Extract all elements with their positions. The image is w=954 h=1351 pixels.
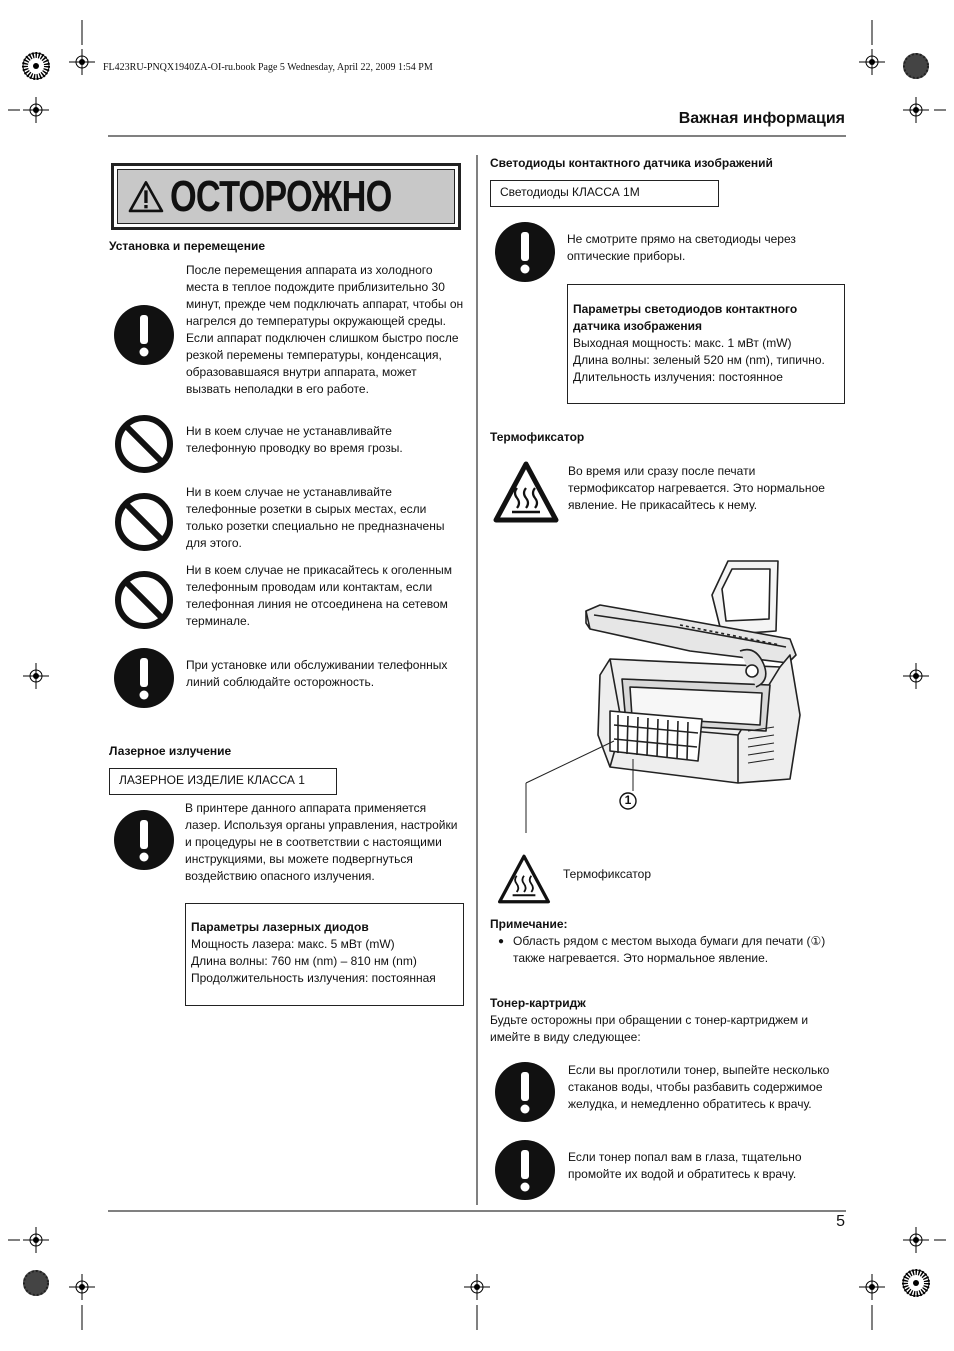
warning-triangle-icon [128,172,164,222]
caution-text: ОСТОРОЖНО [169,171,392,221]
exclamation-icon [495,1062,555,1122]
led-heading: Светодиоды контактного датчика изображений [490,156,773,170]
laser-class-box: ЛАЗЕРНОЕ ИЗДЕЛИЕ КЛАССА 1 [109,768,337,795]
install-item-text-4: При установке или обслуживании телефонных линий соблюдайте осторожность. [186,658,448,689]
led-params-line: Длина волны: зеленый 520 нм (nm), типично. [573,353,825,367]
prohibition-icon [114,570,174,630]
install-item-icon-4 [114,648,174,713]
caution-banner [111,163,461,230]
laser-text: В принтере данного аппарата применяется лазер. Используя органы управления, настройки и процедуры не в соответствии с настоящими инструкциями, вы можете подвергнуться воздействию опасного излучения. [185,801,458,883]
crop-mark-icon [69,1274,95,1300]
exclamation-icon [114,810,174,870]
crop-mark-icon [903,1270,929,1296]
laser-params-line: Мощность лазера: макс. 5 мВт (mW) [191,937,395,951]
install-item-text-1: Ни в коем случае не устанавливайте телефонную проводку во время грозы. [186,424,403,455]
laser-params-line: Продолжительность излучения: постоянная [191,971,436,985]
book-info: FL423RU-PNQX1940ZA-OI-ru.book Page 5 Wednesday, April 22, 2009 1:54 PM [103,62,433,73]
fuser-heading: Термофиксатор [490,430,585,444]
crop-mark-icon [23,1270,49,1296]
toner-heading: Тонер-картридж [490,996,586,1010]
install-item-text-2: Ни в коем случае не устанавливайте телефонные розетки в сырых местах, если только розетки специально не предназначены для этого. [186,485,445,550]
install-item-icon-0 [114,305,174,370]
install-item-icon-2 [114,492,174,557]
crop-mark-icon [859,1274,885,1300]
install-item-icon-3 [114,570,174,635]
fuser-caption-icon-box [496,853,552,910]
note-heading: Примечание: [490,917,568,931]
led-params-line: Длительность излучения: постоянное [573,370,783,384]
note-text: Область рядом с местом выхода бумаги для печати (①) также нагревается. Это нормальное явление. [513,934,826,965]
hot-surface-icon [492,460,560,524]
install-heading: Установка и перемещение [109,239,266,253]
led-params-title: Параметры светодиодов контактного датчика изображения [573,302,798,333]
toner-intro: Будьте осторожны при обращении с тонер-картриджем и имейте в виду следующее: [490,1013,809,1044]
led-icon [495,222,555,287]
install-item-text-0: После перемещения аппарата из холодного места в теплое подождите приблизительно 30 минут, прежде чем подключать аппарат, чтобы он нагрелся до температуры окружающей среды. Если аппарат подключен слишком быстро после резкой перемены температуры, конденсация, образовавшаяся внутри аппарата, может вызвать неполадки в его работе. [186,263,464,396]
crop-mark-icon [859,49,885,75]
exclamation-icon [114,305,174,365]
hot-surface-icon [496,853,552,905]
led-params-box [567,284,845,404]
exclamation-icon [495,1140,555,1200]
crop-mark-icon [903,1227,929,1253]
exclamation-icon [114,648,174,708]
laser-params-title: Параметры лазерных диодов [191,920,369,934]
crop-mark-icon [23,53,49,79]
crop-mark-icon [23,663,49,689]
laser-params-line: Длина волны: 760 нм (nm) – 810 нм (nm) [191,954,417,968]
led-class-box: Светодиоды КЛАССА 1M [490,180,719,207]
callout-number: 1 [624,793,632,807]
crop-mark-icon [23,1227,49,1253]
laser-icon [114,810,174,875]
exclamation-icon [495,222,555,282]
install-item-text-3: Ни в коем случае не прикасайтесь к оголенным телефонным проводам или контактам, если телефонная линия не отсоединена на сетевом терминале. [186,563,452,628]
laser-params-box [185,903,464,1006]
note-bullet: ● [498,936,505,947]
install-item-icon-1 [114,414,174,479]
fuser-caption: Термофиксатор [563,867,652,881]
crop-mark-icon [69,49,95,75]
toner-item-text-1: Если тонер попал вам в глаза, тщательно промойте их водой и обратитесь к врачу. [568,1150,802,1181]
toner-item-icon-1 [495,1140,555,1205]
fuser-text: Во время или сразу после печати термофиксатор нагревается. Это нормальное явление. Не прикасайтесь к нему. [568,464,825,512]
fuser-warning-icon-box [492,460,560,529]
crop-mark-icon [903,53,929,79]
led-params-line: Выходная мощность: макс. 1 мВт (mW) [573,336,792,350]
crop-mark-icon [464,1274,490,1300]
led-text: Не смотрите прямо на светодиоды через оптические приборы. [567,232,796,263]
toner-item-icon-0 [495,1062,555,1127]
fax-machine-illustration [490,555,830,855]
toner-item-text-0: Если вы проглотили тонер, выпейте несколько стаканов воды, чтобы разбавить содержимое желудка, и немедленно обратитесь к врачу. [568,1063,830,1111]
section-title: Важная информация [678,110,845,127]
crop-mark-icon [23,97,49,123]
page-number: 5 [836,1213,845,1230]
prohibition-icon [114,414,174,474]
crop-mark-icon [903,663,929,689]
crop-mark-icon [903,97,929,123]
laser-heading: Лазерное излучение [109,744,232,758]
prohibition-icon [114,492,174,552]
